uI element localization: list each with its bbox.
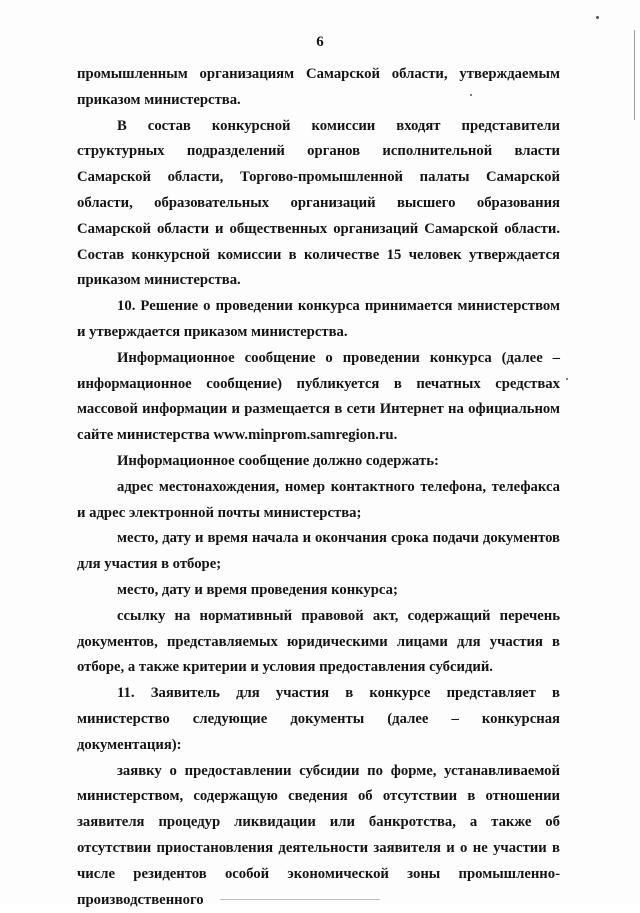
scan-speck	[566, 378, 568, 380]
document-body	[77, 62, 560, 913]
paragraph-commission-composition: В состав конкурсной комиссии входят представители структурных подразделений органов исполнительной власти Самарской области, Торгово-промышленной палаты Самарской области, образовательных организаций высшего образования Самарской области и общественных организаций Самарской области. Состав конкурсной комиссии в количестве 15 человек утверждается приказом министерства.	[77, 117, 560, 289]
scan-edge-line	[220, 899, 380, 900]
paragraph-application: заявку о предоставлении субсидии по форме, устанавливаемой министерством, содержащую сведения об отсутствии в отношении заявителя процедур ликвидации или банкротства, а также об отсутствии приостановления деятельности заявителя и о не участии в числе резидентов особой экономической зоны промышленно-производственного	[77, 762, 560, 908]
paragraph-information-notice: Информационное сообщение о проведении конкурса (далее – информационное сообщение) публикуется в печатных средствах массовой информации и размещается в сети Интернет на официальном сайте министерства www.minprom.samregion.ru.	[77, 349, 560, 444]
paragraph-contest-place: место, дату и время проведения конкурса;	[117, 581, 398, 598]
scan-edge-line	[634, 30, 635, 120]
paragraph-item-11: 11. Заявитель для участия в конкурсе представляет в министерство следующие документы (далее – конкурсная документация):	[77, 685, 560, 753]
paragraph-continuation: промышленным организациям Самарской области, утверждаемым приказом министерства.	[77, 66, 560, 108]
scan-speck	[596, 16, 599, 19]
paragraph-address: адрес местонахождения, номер контактного телефона, телефакса и адрес электронной почты министерства;	[77, 478, 560, 521]
paragraph-submission-period: место, дату и время начала и окончания срока подачи документов для участия в отборе;	[77, 530, 560, 573]
paragraph-item-10: 10. Решение о проведении конкурса принимается министерством и утверждается приказом министерства.	[77, 298, 560, 340]
paragraph-legal-act-link: ссылку на нормативный правовой акт, содержащий перечень документов, представляемых юридическими лицами для участия в отборе, а также критерии и условия предоставления субсидий.	[77, 607, 560, 676]
paragraph-notice-contents: Информационное сообщение должно содержать:	[117, 452, 439, 469]
scan-speck	[470, 94, 472, 96]
page-number: 6	[316, 34, 324, 50]
